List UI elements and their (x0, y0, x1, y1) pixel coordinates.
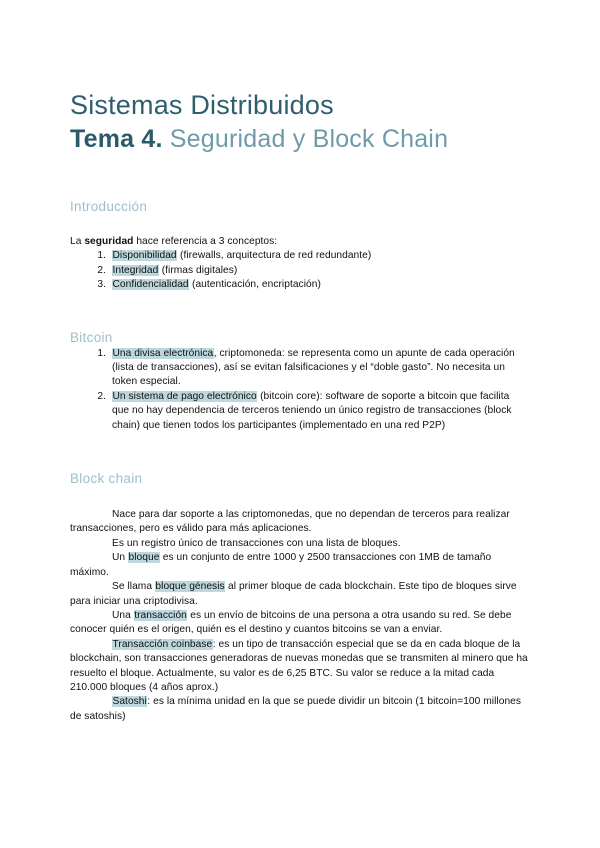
section-heading-block-chain: Block chain (70, 471, 143, 487)
highlighted-term: Un sistema de pago electrónico (112, 390, 257, 402)
highlighted-term: bloque génesis (155, 581, 225, 593)
introduccion-concept-list (70, 249, 528, 292)
list-item-text: (firewalls, arquitectura de red redundante) (177, 250, 372, 262)
subtitle-topic-name: Seguridad y Block Chain (162, 125, 449, 153)
list-item-text: (autenticación, encriptación) (189, 279, 321, 291)
page-title: Sistemas Distribuidos (70, 90, 334, 120)
intro-lead-pre: La (70, 236, 85, 247)
paragraph (70, 609, 528, 638)
subtitle-topic-number: Tema 4. (70, 125, 163, 153)
paragraph-pre: Nace para dar soporte a las criptomonedas, que no dependan de terceros para realizar transacciones, pero es válido para más aplicaciones. (70, 509, 510, 535)
paragraph (70, 508, 528, 537)
paragraph-post: es un conjunto de entre 1000 y 2500 transacciones con 1MB de tamaño máximo. (70, 552, 492, 578)
paragraph-pre: Se llama (112, 581, 155, 593)
paragraph-pre: Una (112, 609, 134, 621)
page-subtitle (70, 123, 528, 156)
paragraph-post: : es la mínima unidad en la que se puede dividir un bitcoin (1 bitcoin=100 millones de satoshis) (70, 696, 522, 722)
highlighted-term: bloque (128, 552, 160, 564)
section-heading-bitcoin: Bitcoin (70, 329, 113, 345)
list-item (70, 278, 528, 292)
list-item-text: (bitcoin core): software de soporte a bitcoin que facilita que no hay dependencia de terceros teniendo un único registro de transacciones (block chain) que tienen todos los participantes (implementado en una red P2P) (112, 390, 512, 431)
bitcoin-definition-list (70, 347, 528, 433)
intro-lead-strong: seguridad (84, 236, 134, 247)
list-item-text: (firmas digitales) (158, 264, 238, 276)
list-item (70, 249, 528, 263)
highlighted-term: transacción (134, 609, 187, 621)
paragraph (70, 580, 528, 609)
list-item (70, 264, 528, 278)
intro-lead-post: hace referencia a 3 conceptos: (133, 236, 278, 247)
block-chain-body (70, 508, 528, 724)
paragraph-post: al primer bloque de cada blockchain. Este tipo de bloques sirve para iniciar una criptodivisa. (70, 581, 517, 607)
list-item (70, 347, 528, 390)
highlighted-term: Integridad (112, 264, 159, 276)
paragraph (70, 537, 528, 551)
paragraph-pre: Es un registro único de transacciones con una lista de bloques. (112, 537, 401, 549)
paragraph-post: : es un tipo de transacción especial que se da en cada bloque de la blockchain, son transacciones generadoras de nuevas monedas que se transmiten al minero que ha resuelto el bloque. Actualmente, su valor es de 6,25 BTC. Su valor se reduce a la mitad cada 210.000 bloques (4 años aprox.) (70, 638, 528, 693)
list-item-text: , criptomoneda: se representa como un apunte de cada operación (lista de transacciones), así se evitan falsificaciones y el “doble gasto”. No necesita un token especial. (112, 347, 515, 388)
list-item-number: 1. (97, 347, 106, 359)
paragraph (70, 638, 528, 696)
highlighted-term: Una divisa electrónica (112, 347, 214, 359)
list-item-number: 3. (97, 279, 106, 291)
highlighted-term: Disponibilidad (112, 250, 177, 262)
highlighted-term: Satoshi (112, 696, 147, 708)
intro-lead-paragraph (70, 235, 528, 249)
list-item-number: 2. (97, 390, 106, 402)
paragraph (70, 695, 528, 724)
list-item-number: 2. (97, 264, 106, 276)
list-item (70, 390, 528, 433)
highlighted-term: Transacción coinbase (112, 638, 213, 650)
paragraph-post: es un envío de bitcoins de una persona a otra usando su red. Se debe conocer quién es el origen, quién es el destino y cuantos bitcoins se van a enviar. (70, 609, 512, 636)
list-item-number: 1. (97, 250, 106, 262)
highlighted-term: Confidencialidad (112, 279, 189, 291)
section-heading-introduccion: Introducción (70, 199, 148, 214)
paragraph-pre: Un (112, 552, 129, 564)
paragraph (70, 551, 528, 580)
